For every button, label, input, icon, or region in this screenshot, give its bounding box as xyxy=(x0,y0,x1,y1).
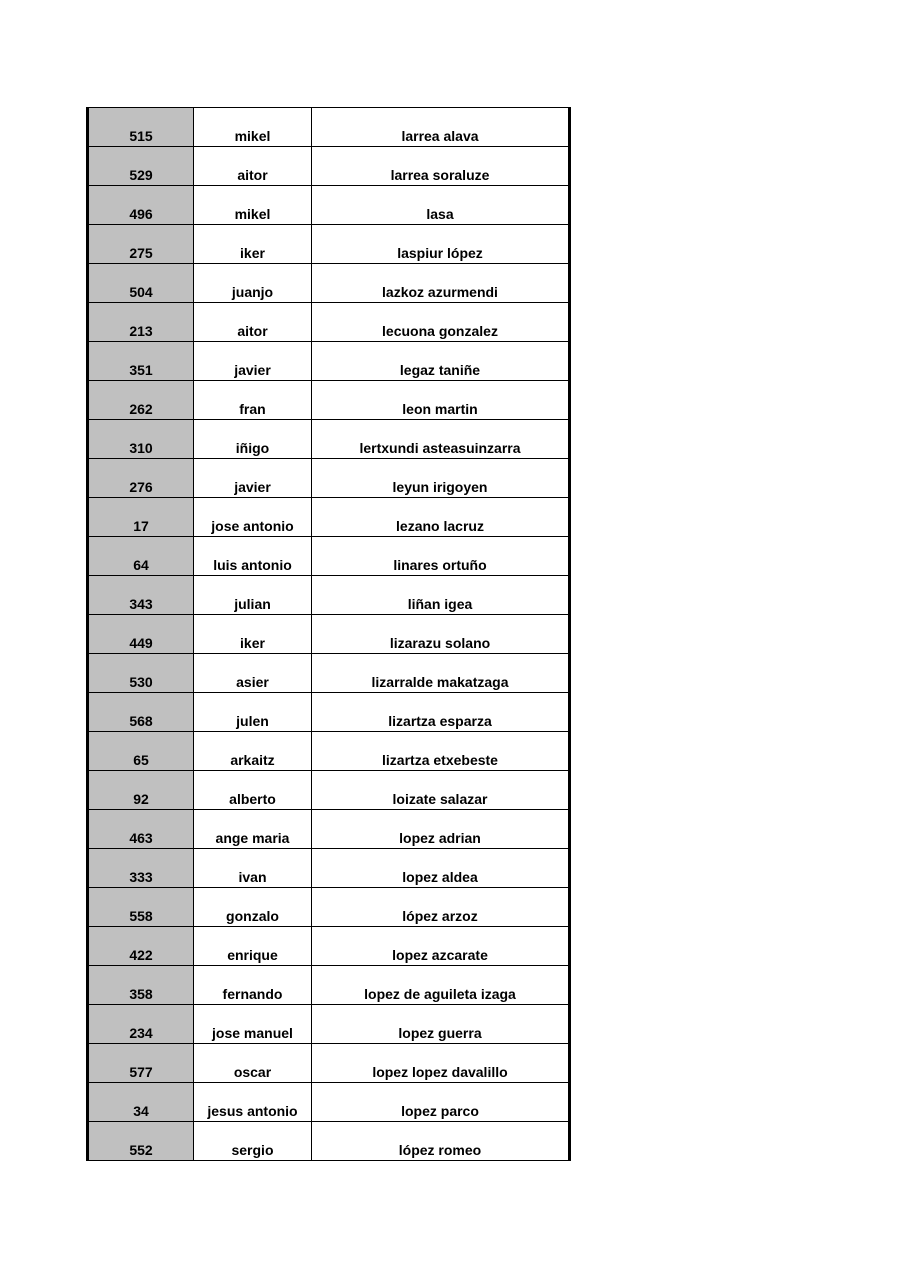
first-name-cell: luis antonio xyxy=(194,537,312,575)
last-name-cell: lopez guerra xyxy=(398,1025,482,1041)
member-number-cell: 558 xyxy=(89,888,194,926)
table-row xyxy=(89,264,568,303)
member-number-cell: 234 xyxy=(89,1005,194,1043)
table-row xyxy=(89,693,568,732)
table-row xyxy=(89,342,568,381)
last-name-cell: lasa xyxy=(426,206,454,222)
member-number-cell: 275 xyxy=(89,225,194,263)
table-row xyxy=(89,654,568,693)
member-number-cell: 463 xyxy=(89,810,194,848)
last-name-cell: lopez de aguileta izaga xyxy=(364,986,516,1002)
table-row xyxy=(89,849,568,888)
name-list-table xyxy=(86,107,571,1161)
table-row xyxy=(89,381,568,420)
last-name-cell: larrea soraluze xyxy=(390,167,490,183)
member-number-cell: 333 xyxy=(89,849,194,887)
member-number-cell: 422 xyxy=(89,927,194,965)
table-row xyxy=(89,147,568,186)
first-name-cell: iker xyxy=(194,615,312,653)
last-name-cell: lizarralde makatzaga xyxy=(371,674,509,690)
first-name-cell: asier xyxy=(194,654,312,692)
first-name-cell: aitor xyxy=(194,303,312,341)
member-number-cell: 343 xyxy=(89,576,194,614)
last-name-cell: lopez lopez davalillo xyxy=(372,1064,508,1080)
last-name-cell: laspiur lópez xyxy=(397,245,483,261)
first-name-cell: jose antonio xyxy=(194,498,312,536)
first-name-cell: mikel xyxy=(194,186,312,224)
last-name-cell: linares ortuño xyxy=(393,557,487,573)
table-row xyxy=(89,420,568,459)
first-name-cell: julen xyxy=(194,693,312,731)
first-name-cell: iñigo xyxy=(194,420,312,458)
first-name-cell: sergio xyxy=(194,1122,312,1160)
member-number-cell: 213 xyxy=(89,303,194,341)
table-row xyxy=(89,1083,568,1122)
table-row xyxy=(89,186,568,225)
table-row xyxy=(89,927,568,966)
member-number-cell: 496 xyxy=(89,186,194,224)
member-number-cell: 276 xyxy=(89,459,194,497)
first-name-cell: julian xyxy=(194,576,312,614)
last-name-cell: leon martin xyxy=(402,401,478,417)
last-name-cell: lizartza esparza xyxy=(388,713,492,729)
table-row xyxy=(89,615,568,654)
table-row xyxy=(89,771,568,810)
member-number-cell: 552 xyxy=(89,1122,194,1160)
member-number-cell: 515 xyxy=(89,108,194,146)
table-row xyxy=(89,732,568,771)
last-name-cell: lopez aldea xyxy=(402,869,478,885)
first-name-cell: aitor xyxy=(194,147,312,185)
last-name-cell: lizartza etxebeste xyxy=(382,752,498,768)
table-row xyxy=(89,537,568,576)
table-row xyxy=(89,888,568,927)
last-name-cell: loizate salazar xyxy=(392,791,488,807)
last-name-cell: leyun irigoyen xyxy=(392,479,488,495)
member-number-cell: 310 xyxy=(89,420,194,458)
table-row xyxy=(89,810,568,849)
member-number-cell: 34 xyxy=(89,1083,194,1121)
first-name-cell: alberto xyxy=(194,771,312,809)
table-row xyxy=(89,498,568,537)
table-row xyxy=(89,459,568,498)
first-name-cell: iker xyxy=(194,225,312,263)
member-number-cell: 17 xyxy=(89,498,194,536)
last-name-cell: lertxundi asteasuinzarra xyxy=(359,440,521,456)
first-name-cell: jesus antonio xyxy=(194,1083,312,1121)
member-number-cell: 64 xyxy=(89,537,194,575)
first-name-cell: juanjo xyxy=(194,264,312,302)
last-name-cell: lopez parco xyxy=(401,1103,479,1119)
first-name-cell: fran xyxy=(194,381,312,419)
member-number-cell: 504 xyxy=(89,264,194,302)
last-name-cell: liñan igea xyxy=(407,596,473,612)
first-name-cell: mikel xyxy=(194,108,312,146)
table-row xyxy=(89,1005,568,1044)
member-number-cell: 568 xyxy=(89,693,194,731)
first-name-cell: ange maria xyxy=(194,810,312,848)
table-row xyxy=(89,225,568,264)
first-name-cell: javier xyxy=(194,459,312,497)
last-name-cell: lecuona gonzalez xyxy=(382,323,498,339)
first-name-cell: gonzalo xyxy=(194,888,312,926)
table-row xyxy=(89,1044,568,1083)
member-number-cell: 449 xyxy=(89,615,194,653)
first-name-cell: javier xyxy=(194,342,312,380)
table-row xyxy=(89,966,568,1005)
table-row xyxy=(89,108,568,147)
member-number-cell: 529 xyxy=(89,147,194,185)
last-name-cell: lópez arzoz xyxy=(402,908,478,924)
last-name-cell: larrea alava xyxy=(401,128,479,144)
last-name-cell: legaz taniñe xyxy=(399,362,481,378)
last-name-cell: lopez azcarate xyxy=(392,947,488,963)
last-name-cell: lizarazu solano xyxy=(389,635,491,651)
last-name-cell: lazkoz azurmendi xyxy=(382,284,498,300)
first-name-cell: jose manuel xyxy=(194,1005,312,1043)
first-name-cell: ivan xyxy=(194,849,312,887)
last-name-cell: lópez romeo xyxy=(398,1142,482,1158)
first-name-cell: fernando xyxy=(194,966,312,1004)
table-row xyxy=(89,1122,568,1161)
member-number-cell: 92 xyxy=(89,771,194,809)
member-number-cell: 358 xyxy=(89,966,194,1004)
table-row xyxy=(89,576,568,615)
last-name-cell: lezano lacruz xyxy=(396,518,484,534)
first-name-cell: enrique xyxy=(194,927,312,965)
first-name-cell: oscar xyxy=(194,1044,312,1082)
first-name-cell: arkaitz xyxy=(194,732,312,770)
member-number-cell: 530 xyxy=(89,654,194,692)
member-number-cell: 262 xyxy=(89,381,194,419)
member-number-cell: 577 xyxy=(89,1044,194,1082)
last-name-cell: lopez adrian xyxy=(399,830,481,846)
member-number-cell: 65 xyxy=(89,732,194,770)
member-number-cell: 351 xyxy=(89,342,194,380)
table-row xyxy=(89,303,568,342)
